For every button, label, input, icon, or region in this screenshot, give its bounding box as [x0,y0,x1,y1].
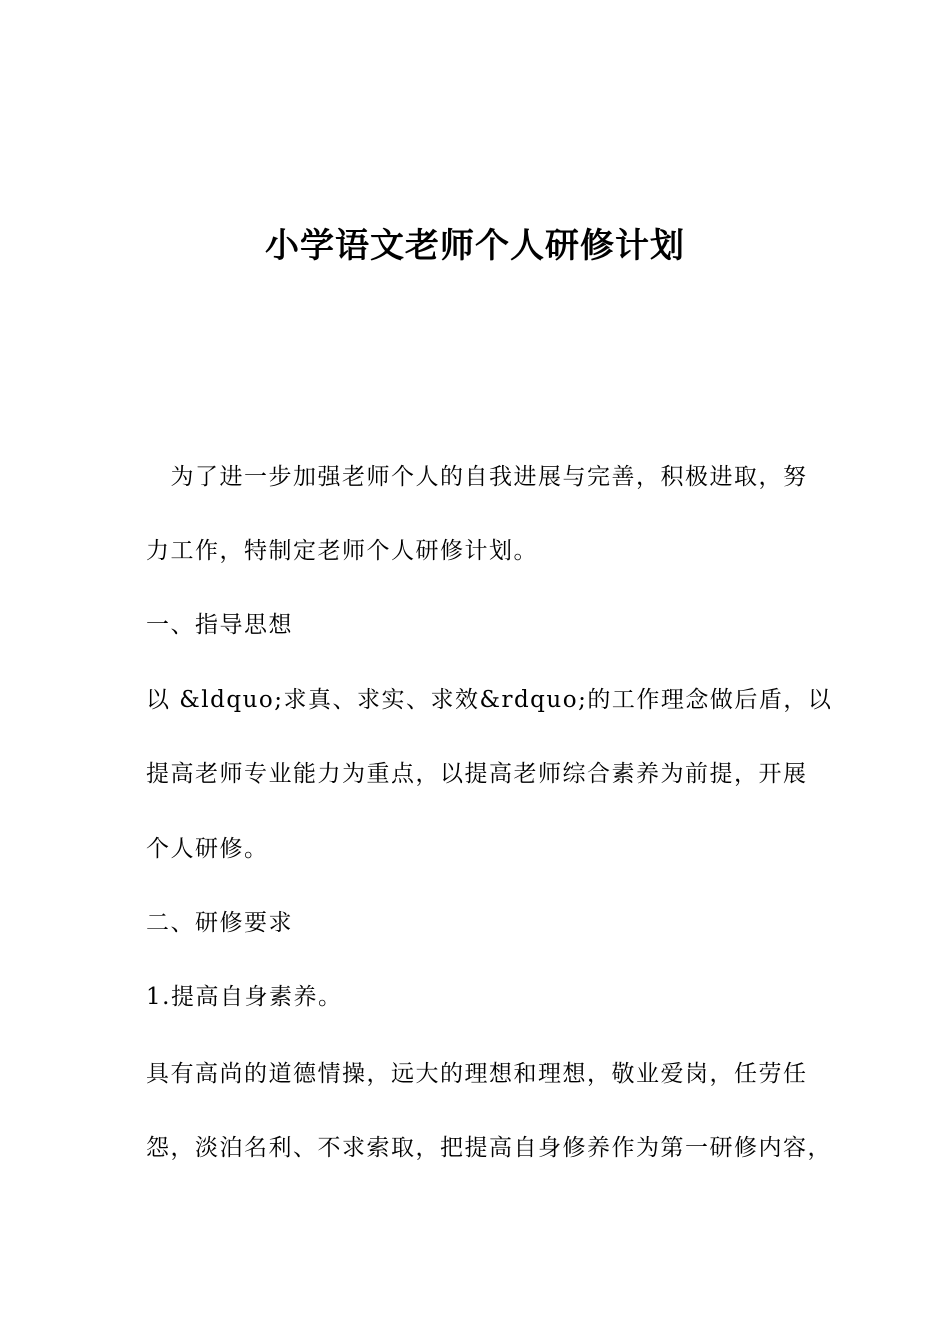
paragraph-line: 具有高尚的道德情操，远大的理想和理想，敬业爱岗，任劳任 [146,1061,808,1087]
section-heading: 二、研修要求 [146,910,293,936]
paragraph-line: 提高老师专业能力为重点，以提高老师综合素养为前提，开展 [146,761,808,787]
paragraph-line: 为了进一步加强老师个人的自我进展与完善，积极进取，努 [146,464,808,490]
paragraph-line: 个人研修。 [146,836,269,862]
paragraph-line: 怨，淡泊名利、不求索取，把提高自身修养作为第一研修内容， [146,1135,832,1161]
document-title: 小学语文老师个人研修计划 [265,226,685,266]
section-heading: 一、指导思想 [146,612,293,638]
subsection-heading: 1.提高自身素养。 [146,984,343,1010]
paragraph-line: 以 &ldquo;求真、求实、求效&rdquo;的工作理念做后盾，以 [146,687,833,713]
paragraph-line: 力工作，特制定老师个人研修计划。 [146,538,538,564]
